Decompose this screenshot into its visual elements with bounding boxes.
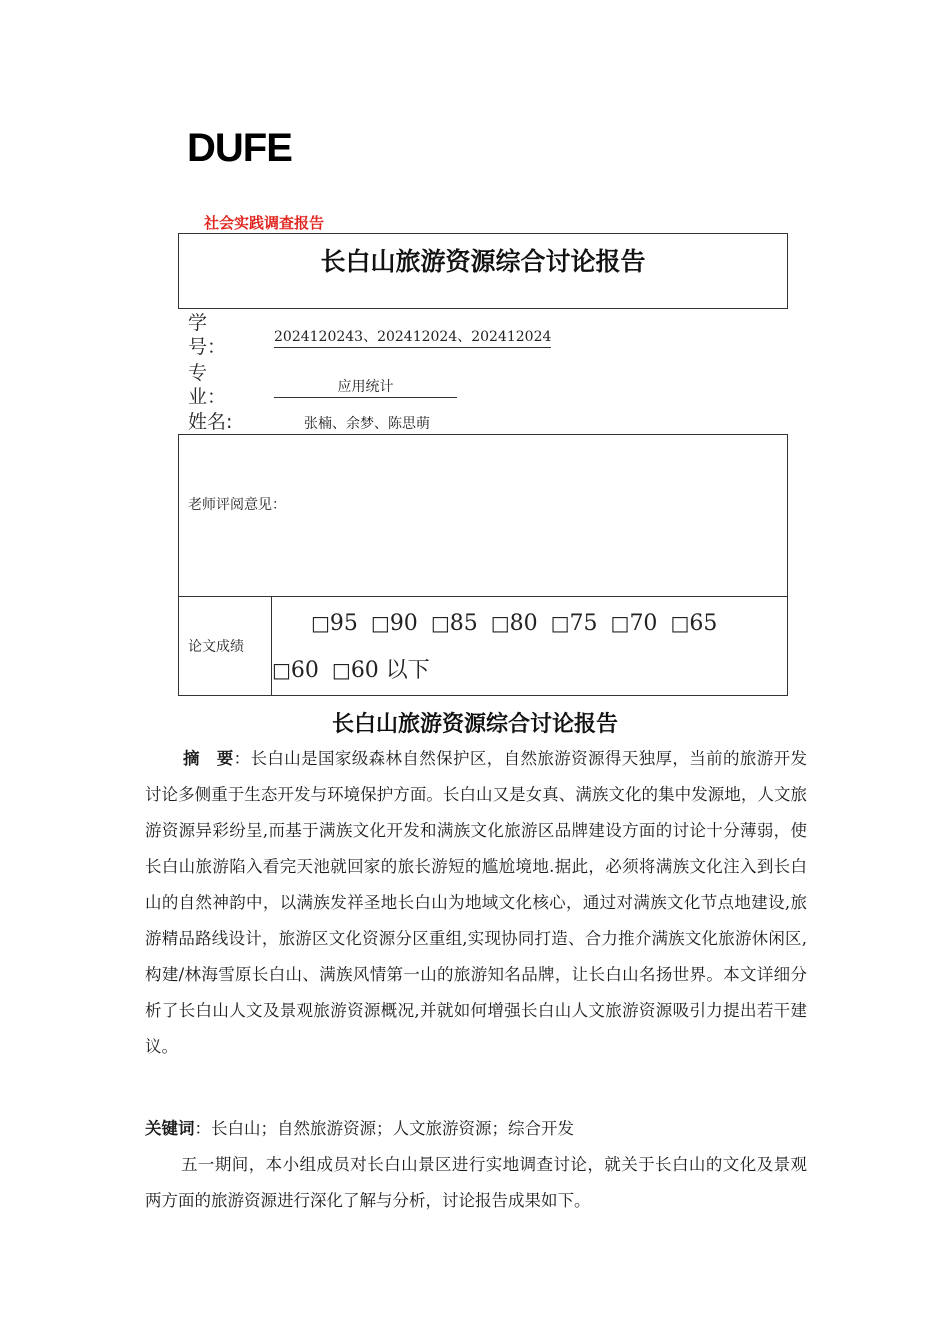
checkbox-icon: □ xyxy=(670,611,690,635)
checkbox-icon: □ xyxy=(331,658,351,682)
teacher-review-label: 老师评阅意见： xyxy=(188,497,286,513)
grade-option[interactable]: □80 xyxy=(490,611,538,636)
grade-row xyxy=(178,596,788,696)
grade-options xyxy=(272,600,782,694)
abstract-label: 摘 要 xyxy=(183,749,234,768)
grade-option[interactable]: □70 xyxy=(610,611,658,636)
report-type-label: 社会实践调查报告 xyxy=(204,214,325,232)
name-label: 姓名: xyxy=(188,411,233,433)
major-label: 专业： xyxy=(188,362,227,408)
abstract-paragraph xyxy=(145,741,807,1065)
grade-option[interactable]: □75 xyxy=(550,611,598,636)
checkbox-icon: □ xyxy=(550,611,570,635)
grade-option[interactable]: □90 xyxy=(370,611,418,636)
grade-label: 论文成绩 xyxy=(188,639,244,655)
grade-option[interactable]: □65 xyxy=(670,611,718,636)
name-value: 张楠、余梦、陈思萌 xyxy=(274,413,536,435)
student-id-label: 学号： xyxy=(188,312,227,358)
keywords-label: 关键词 xyxy=(145,1119,195,1138)
cover-title: 长白山旅游资源综合讨论报告 xyxy=(320,247,646,276)
grade-option[interactable]: □95 xyxy=(311,611,358,636)
checkbox-icon: □ xyxy=(370,611,390,635)
checkbox-icon: □ xyxy=(430,611,450,635)
checkbox-icon: □ xyxy=(311,611,330,635)
cover-title-box xyxy=(178,233,788,309)
checkbox-icon: □ xyxy=(490,611,510,635)
abstract-text: ：长白山是国家级森林自然保护区，自然旅游资源得天独厚，当前的旅游开发讨论多侧重于生态开发与环境保护方面。长白山又是女真、满族文化的集中发源地，人文旅游资源异彩纷呈,而基于满族文化开发和满族文化旅游区品牌建设方面的讨论十分薄弱，使长白山旅游陷入看完天池就回家的旅长游短的尴尬境地.据此，必须将满族文化注入到长白山的自然神韵中，以满族发祥圣地长白山为地域文化核心，通过对满族文化节点地建设,旅游精品路线设计，旅游区文化资源分区重组,实现协同打造、合力推介满族文化旅游休闲区,构建/林海雪原长白山、满族风情第一山的旅游知名品牌，让长白山名扬世界。本文详细分析了长白山人文及景观旅游资源概况,并就如何增强长白山人文旅游资源吸引力提出若干建议。 xyxy=(145,749,807,1056)
main-title: 长白山旅游资源综合讨论报告 xyxy=(331,712,618,737)
keywords-paragraph xyxy=(145,1111,807,1147)
intro-paragraph: 五一期间，本小组成员对长白山景区进行实地调查讨论，就关于长白山的文化及景观两方面的旅游资源进行深化了解与分析，讨论报告成果如下。 xyxy=(145,1155,807,1210)
dufe-logo: DUFE xyxy=(187,126,292,170)
grade-option[interactable]: □60 xyxy=(272,658,319,683)
grade-option[interactable]: □60 以下 xyxy=(331,658,430,683)
grade-label-cell xyxy=(179,596,272,695)
checkbox-icon: □ xyxy=(610,611,630,635)
checkbox-icon: □ xyxy=(272,658,291,682)
grade-option[interactable]: □85 xyxy=(430,611,478,636)
teacher-review-box xyxy=(178,434,788,597)
keywords-text: ：长白山；自然旅游资源；人文旅游资源；综合开发 xyxy=(194,1119,574,1138)
student-id-value: 2024120243、202412024、202412024 xyxy=(274,326,551,348)
major-value: 应用统计 xyxy=(274,376,457,398)
